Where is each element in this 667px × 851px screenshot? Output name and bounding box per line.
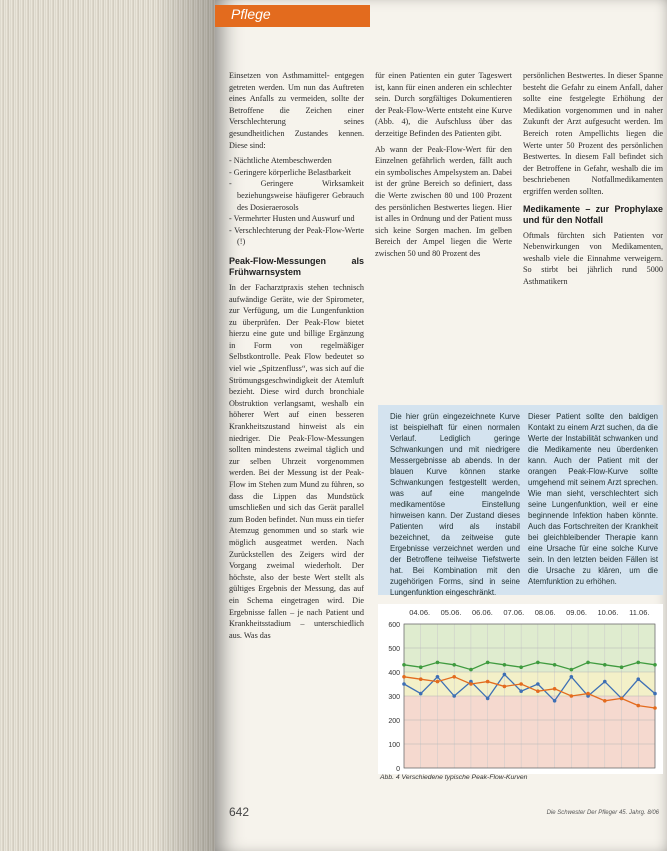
series-point — [436, 675, 440, 679]
date-label: 06.06. — [472, 608, 493, 617]
peak-flow-chart — [378, 604, 663, 774]
series-point — [636, 677, 640, 681]
series-point — [486, 680, 490, 684]
series-point — [570, 694, 574, 698]
series-point — [553, 663, 557, 667]
column-3 — [523, 70, 663, 292]
date-label: 07.06. — [503, 608, 525, 617]
series-point — [469, 668, 473, 672]
series-point — [636, 704, 640, 708]
intro-paragraph: Einsetzen von Asthmamittel- entgegen getreten werden. Um nun das Auftreten eines Anfalls zu vermeiden, sollte der Betroffene die Zeichen einer Verschlechterung seines gesundheitlichen Zustandes kennen. Diese sind: — [229, 71, 364, 150]
body-paragraph: In der Facharztpraxis stehen technisch aufwändige Geräte, wie der Spirometer, zur Verfügung, um die Lungenfunktion zu überprüfen. Der Peak-Flow bietet hierzu eine gute und billige Ergänzung in Form von regelmäßiger Selbstkontrolle. Peak Flow bedeutet so viel wie „Spitzenfluss“, was sich auf die Strömungsgeschwindigkeit der Atemluft bezieht. Diese wird durch bronchiale Obstruktion verlangsamt, weshalb ein höherer Wert auf einen besseren Krankheitszustand hinweist als ein niedriger. Die Peak-Flow-Messungen sollten mindestens zweimal täglich und zur selben Uhrzeit vorgenommen werden. Bei der Messung ist der Peak-Flow im Stehen zum Mund zu führen, so dass die Lippen das Mundstück umschließen und sich das Gerät parallel zum Boden befindet. Nun muss ein tiefer Atemzug genommen und so stark wie möglich ausgeatmet werden. Nach Zurückstellen des Zeigers wird der Vorgang zweimal wiederholt. Der höchste, also der beste Wert stellt als gültiges Ergebnis der Messung, das auf ein Schema eingetragen wird. Die Ergebnisse fallen – je nach Patient und Krankheitsstadium – unterschiedlich aus. Was das — [229, 282, 364, 640]
series-point — [419, 665, 423, 669]
series-point — [603, 663, 607, 667]
chart-zone-band — [404, 696, 655, 768]
series-point — [519, 682, 523, 686]
series-point — [519, 689, 523, 693]
body-paragraph: persönlichen Bestwertes. In dieser Spanne besteht die Gefahr zu einem Anfall, daher sollte eine festgelegte Erhöhung der Medikation vorgenommen und in naher Zukunft der Arzt aufgesucht werden. Im Bereich roten Ampellichts liegen die Werte unter 50 Prozent des persönlichen Bestwertes. In diesem Fall befindet sich der Betroffene in Gefahr, weshalb die im beschriebenen Notfallmedikamenten ergriffen werden sollten. — [523, 71, 663, 196]
series-point — [469, 682, 473, 686]
series-point — [620, 665, 624, 669]
date-label: 11.06. — [629, 608, 650, 617]
y-tick-label: 600 — [388, 622, 400, 629]
series-point — [503, 673, 507, 677]
series-point — [536, 682, 540, 686]
series-point — [436, 661, 440, 665]
series-point — [452, 694, 456, 698]
series-point — [653, 692, 657, 696]
list-item: - Geringere körperliche Belastbarkeit — [229, 167, 364, 179]
date-label: 10.06. — [597, 608, 619, 617]
series-point — [402, 682, 406, 686]
series-point — [570, 668, 574, 672]
y-tick-label: 0 — [396, 766, 400, 773]
series-point — [452, 675, 456, 679]
series-point — [586, 692, 590, 696]
series-point — [536, 661, 540, 665]
series-point — [452, 663, 456, 667]
date-label: 05.06. — [440, 608, 462, 617]
series-point — [570, 675, 574, 679]
series-point — [436, 680, 440, 684]
series-point — [553, 687, 557, 691]
list-item: - Verschlechterung der Peak-Flow-Werte (!) — [229, 225, 364, 248]
section-heading: Medikamente – zur Prophylaxe und für den Notfall — [523, 203, 663, 225]
series-point — [603, 699, 607, 703]
chart-zone-band — [404, 672, 655, 696]
list-item: - Nächtliche Atembeschwerden — [229, 155, 364, 167]
y-tick-label: 400 — [388, 670, 400, 677]
column-1 — [229, 70, 364, 645]
series-point — [402, 663, 406, 667]
page-number: 642 — [229, 805, 250, 819]
callout-text-left: Die hier grün eingezeichnete Kurve ist beispielhaft für einen normalen Verlauf. Lediglich geringe Schwankungen und mit niedrigere Messergebnisse ab abends. In der blauen Kurve können starke Schwankungen festgestellt werden, was auf eine mangelnde medikamentöse Einstellung hinweisen kann. Der Zustand dieses Patienten wird als instabil bezeichnet, da zeitweise gute Ergebnisse verzeichnet werden und der Betroffene teilweise Tiefstwerte hat. Bei Kombination mit den zugehörigen Forms, sind in seine Lungenfunktion eingeschränkt. — [390, 412, 520, 597]
list-item: - Vermehrter Husten und Auswurf und — [229, 213, 364, 225]
series-point — [503, 685, 507, 689]
series-point — [603, 680, 607, 684]
body-paragraph: für einen Patienten ein guter Tageswert ist, kann für einen anderen ein schlechter sein. Durch sorgfältiges Dokumentieren der Peak-Flow-Werte entsteht eine Kurve (Abb. 4), die Aufschluss über das derzeitige Befinden des Patienten gibt. — [375, 71, 512, 138]
series-point — [586, 661, 590, 665]
series-point — [653, 706, 657, 710]
series-point — [402, 675, 406, 679]
body-paragraph: Oftmals fürchten sich Patienten vor Nebenwirkungen von Medikamenten, weshalb viele die Einnahme verweigern. So stirbt bei jährlich rund 5000 Asthmatikern — [523, 230, 663, 286]
magazine-page — [215, 0, 667, 851]
series-point — [536, 689, 540, 693]
series-point — [620, 697, 624, 701]
info-callout-box — [378, 405, 663, 595]
y-tick-label: 200 — [388, 718, 400, 725]
series-point — [486, 697, 490, 701]
list-item: - Geringere Wirksamkeit beziehungsweise häufigerer Gebrauch des Dosieraerosols — [229, 178, 364, 213]
series-point — [553, 699, 557, 703]
book-page-edges — [0, 0, 215, 851]
date-label: 04.06. — [409, 608, 431, 617]
figure-caption: Abb. 4 Verschiedene typische Peak-Flow-Kurven — [380, 774, 528, 781]
series-point — [519, 665, 523, 669]
body-paragraph: Ab wann der Peak-Flow-Wert für den Einzelnen gefährlich werden, fällt auch ein symbolisches Ampelsystem an. Dabei ist der grüne Bereich so definiert, dass die Werte zwischen 80 und 100 Prozent des persönlichen Bestwertes liegen. Hier ist alles in Ordnung und der Patient muss sich keine Sorgen machen. Im gelben Bereich der Ampel liegen die Werte zwischen 50 und 80 Prozent des — [375, 144, 512, 258]
series-point — [419, 677, 423, 681]
warning-signs-list — [229, 155, 364, 248]
series-point — [653, 663, 657, 667]
series-point — [503, 663, 507, 667]
section-heading: Peak-Flow-Messungen als Frühwarnsystem — [229, 255, 364, 277]
y-tick-label: 300 — [388, 694, 400, 701]
series-point — [419, 692, 423, 696]
column-2 — [375, 70, 512, 264]
date-label: 09.06. — [566, 608, 587, 617]
peak-flow-chart-svg — [378, 604, 663, 774]
y-tick-label: 500 — [388, 646, 400, 653]
journal-footer: Die Schwester Der Pfleger 45. Jahrg. 8/06 — [546, 810, 659, 816]
series-point — [636, 661, 640, 665]
section-title: Pflege — [231, 6, 271, 22]
callout-text-right: Dieser Patient sollte den baldigen Kontakt zu einem Arzt suchen, da die Werte der Instabilität schwanken und die Medikamente neu überdenken kann. Auch der Patient mit der orangen Peak-Flow-Kurve sollte umgehend mit seinem Arzt sprechen. Wie man sieht, verschlechtert sich seine Lungenfunktion, weil er eine beginnende Infektion haben könnte. Auch das Fortschreiten der Krankheit bei gleichbleibender Therapie kann eine Ursache für eine solche Kurve sein. In den letzten beiden Fällen ist die Ursache zu klären, um die Atemfunktion zu erhöhen. — [528, 412, 658, 586]
date-label: 08.06. — [534, 608, 556, 617]
y-tick-label: 100 — [388, 742, 400, 749]
series-point — [486, 661, 490, 665]
